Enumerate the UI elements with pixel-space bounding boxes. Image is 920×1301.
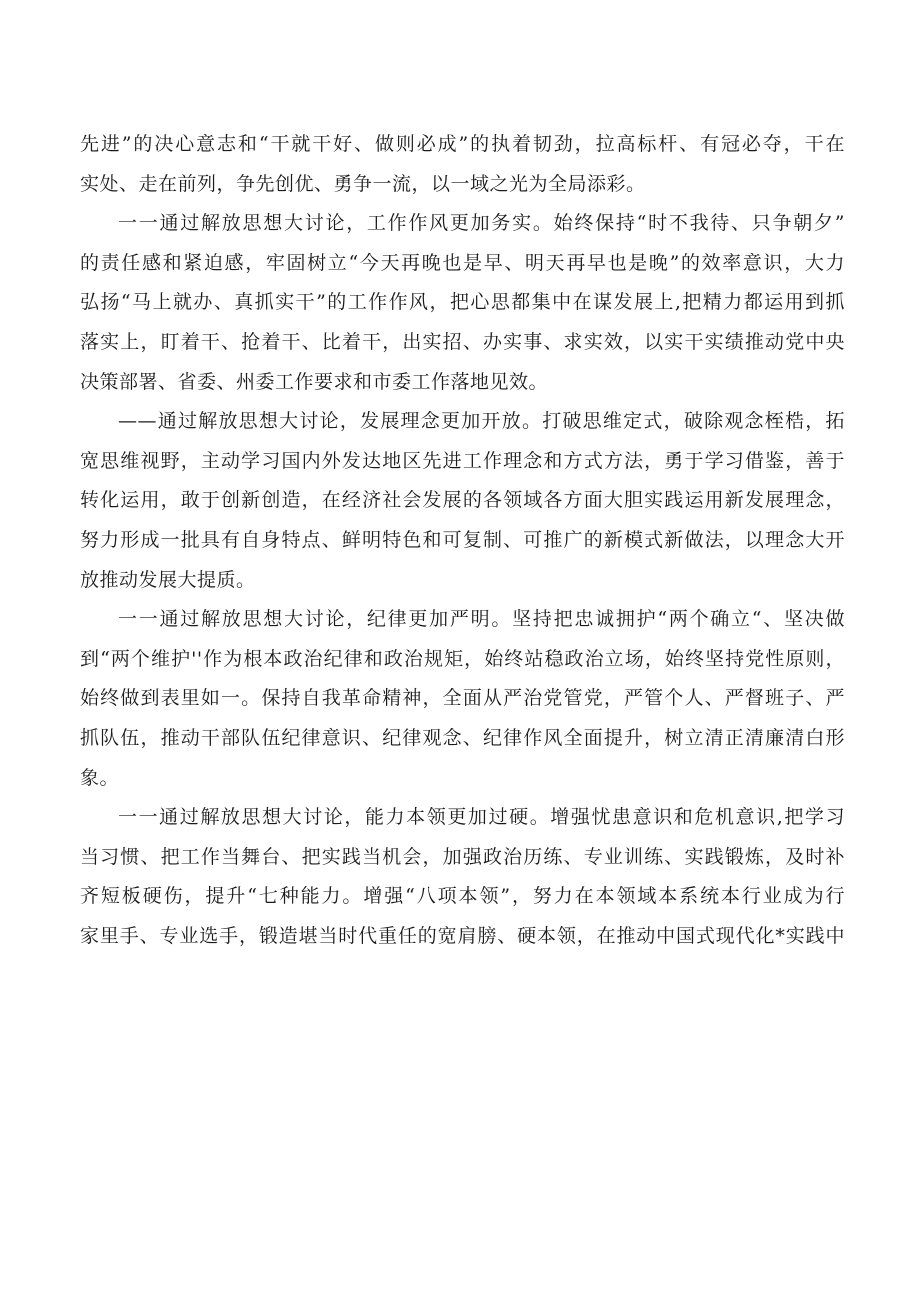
paragraph-line: 放推动发展大提质。 [80, 568, 256, 591]
paragraph-line: ——通过解放思想大讨论，发展理念更加开放。打破思维定式，破除观念桎梏，拓 [118, 410, 845, 433]
paragraph-line: 宽思维视野，主动学习国内外发达地区先进工作理念和方式方法，勇于学习借鉴，善于 [80, 449, 845, 472]
paragraph-line: 弘扬“马上就办、真抓实干”的工作作风，把心思都集中在谋发展上,把精力都运用到抓 [80, 291, 845, 314]
paragraph-line: 决策部署、省委、州委工作要求和市委工作落地见效。 [80, 370, 549, 393]
document-body [80, 125, 845, 956]
paragraph-line: 落实上，盯着干、抢着干、比着干，出实招、办实事、求实效，以实干实绩推动党中央 [80, 330, 845, 353]
paragraph-line: 象。 [80, 766, 120, 789]
paragraph-line: 家里手、专业选手，锻造堪当时代重任的宽肩膀、硬本领，在推动中国式现代化*实践中 [80, 924, 845, 947]
paragraph-line: 先进”的决心意志和“干就干好、做则必成”的执着韧劲，拉高标杆、有冠必夺，干在 [80, 133, 845, 155]
paragraph-line: 的责任感和紧迫感，牢固树立“今天再晚也是早、明天再早也是晚”的效率意识，大力 [80, 251, 845, 274]
paragraph-5 [80, 798, 845, 956]
paragraph-line: 努力形成一批具有自身特点、鲜明特色和可复制、可推广的新模式新做法，以理念大开 [80, 528, 845, 551]
paragraph-line: 转化运用，敢于创新创造，在经济社会发展的各领域各方面大胆实践运用新发展理念， [80, 489, 845, 512]
paragraph-1 [80, 125, 845, 204]
paragraph-line: 一一通过解放思想大讨论，能力本领更加过硬。增强忧患意识和危机意识,把学习 [118, 806, 845, 829]
paragraph-4 [80, 600, 845, 798]
paragraph-line: 当习惯、把工作当舞台、把实践当机会，加强政治历练、专业训练、实践锻炼，及时补 [80, 845, 845, 868]
paragraph-line: 实处、走在前列，争先创优、勇争一流，以一域之光为全局添彩。 [80, 172, 646, 195]
paragraph-2 [80, 204, 845, 402]
paragraph-line: 抓队伍，推动干部队伍纪律意识、纪律观念、纪律作风全面提升，树立清正清廉清白形 [80, 726, 845, 749]
paragraph-line: 始终做到表里如一。保持自我革命精神，全面从严治党管党，严管个人、严督班子、严 [80, 687, 845, 710]
paragraph-3 [80, 402, 845, 600]
paragraph-line: 一一通过解放思想大讨论，工作作风更加务实。始终保持“时不我待、只争朝夕” [118, 212, 845, 235]
paragraph-line: 一一通过解放思想大讨论，纪律更加严明。坚持把忠诚拥护“两个确立“、坚决做 [118, 608, 845, 631]
paragraph-line: 齐短板硬伤，提升“七种能力。增强“八项本领”，努力在本领域本系统本行业成为行 [80, 885, 845, 908]
paragraph-line: 到“两个维护''作为根本政治纪律和政治规矩，始终站稳政治立场，始终坚持党性原则， [80, 647, 845, 670]
